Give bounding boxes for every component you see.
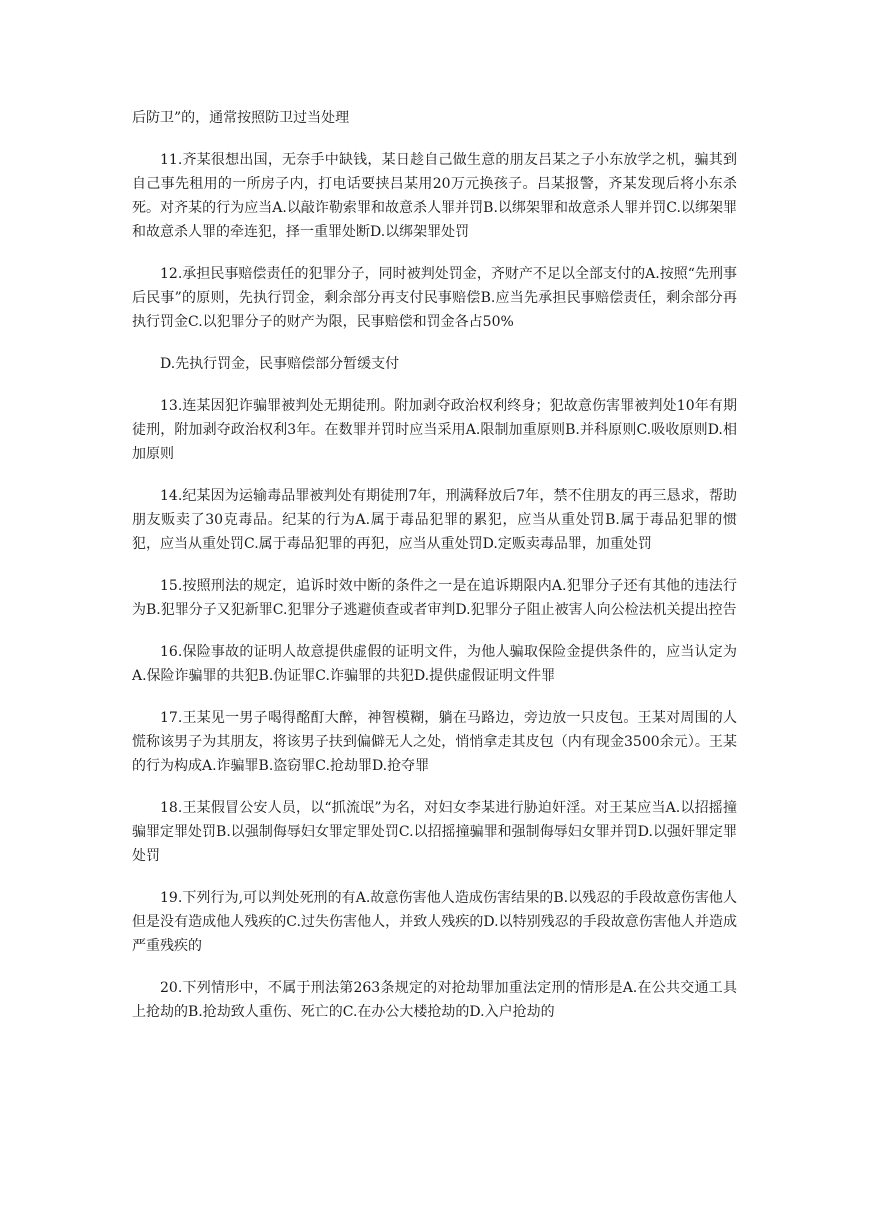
question-20: 20.下列情形中，不属于刑法第263条规定的对抢劫罪加重法定刑的情形是A.在公共交通工具上抢劫的B.抢劫致人重伤、死亡的C.在办公大楼抢劫的D.入户抢劫的	[132, 980, 737, 1020]
question-12-option-d: D.先执行罚金，民事赔偿部分暂缓支付	[160, 356, 400, 372]
question-18: 18.王某假冒公安人员，以“抓流氓”为名，对妇女李某进行胁迫奸淫。对王某应当A.以招摇撞骗罪定罪处罚B.以强制侮辱妇女罪定罪处罚C.以招摇撞骗罪和强制侮辱妇女罪并罚D.以强奸罪定罪处罚	[132, 800, 737, 864]
paragraph-continuation: 后防卫”的，通常按照防卫过当处理	[132, 110, 350, 126]
question-13: 13.连某因犯诈骗罪被判处无期徒刑。附加剥夺政治权利终身；犯故意伤害罪被判处10年有期徒刑，附加剥夺政治权利3年。在数罪并罚时应当采用A.限制加重原则B.并科原则C.吸收原则D.相加原则	[132, 398, 737, 462]
question-14: 14.纪某因为运输毒品罪被判处有期徒刑7年，刑满释放后7年，禁不住朋友的再三恳求，帮助朋友贩卖了30克毒品。纪某的行为A.属于毒品犯罪的累犯，应当从重处罚B.属于毒品犯罪的惯犯，应当从重处罚C.属于毒品犯罪的再犯，应当从重处罚D.定贩卖毒品罪，加重处罚	[132, 488, 737, 552]
question-11: 11.齐某很想出国，无奈手中缺钱，某日趁自己做生意的朋友吕某之子小东放学之机，骗其到自己事先租用的一所房子内，打电话要挟吕某用20万元换孩子。吕某报警，齐某发现后将小东杀死。对齐某的行为应当A.以敲诈勒索罪和故意杀人罪并罚B.以绑架罪和故意杀人罪并罚C.以绑架罪和故意杀人罪的牵连犯，择一重罪处断D.以绑架罪处罚	[132, 152, 737, 240]
question-15: 15.按照刑法的规定，追诉时效中断的条件之一是在追诉期限内A.犯罪分子还有其他的违法行为B.犯罪分子又犯新罪C.犯罪分子逃避侦查或者审判D.犯罪分子阻止被害人向公检法机关提出控告	[132, 578, 737, 618]
question-16: 16.保险事故的证明人故意提供虚假的证明文件，为他人骗取保险金提供条件的，应当认定为A.保险诈骗罪的共犯B.伪证罪C.诈骗罪的共犯D.提供虚假证明文件罪	[132, 644, 737, 684]
question-19: 19.下列行为,可以判处死刑的有A.故意伤害他人造成伤害结果的B.以残忍的手段故意伤害他人但是没有造成他人残疾的C.过失伤害他人，并致人残疾的D.以特别残忍的手段故意伤害他人并造成严重残疾的	[132, 890, 737, 954]
question-17: 17.王某见一男子喝得酩酊大醉，神智模糊，躺在马路边，旁边放一只皮包。王某对周围的人慌称该男子为其朋友，将该男子扶到偏僻无人之处，悄悄拿走其皮包（内有现金3500余元）。王某的行为构成A.诈骗罪B.盗窃罪C.抢劫罪D.抢夺罪	[132, 710, 737, 774]
question-12: 12.承担民事赔偿责任的犯罪分子，同时被判处罚金，齐财产不足以全部支付的A.按照“先刑事后民事”的原则，先执行罚金，剩余部分再支付民事赔偿B.应当先承担民事赔偿责任，剩余部分再执行罚金C.以犯罪分子的财产为限，民事赔偿和罚金各占50%	[132, 266, 737, 330]
